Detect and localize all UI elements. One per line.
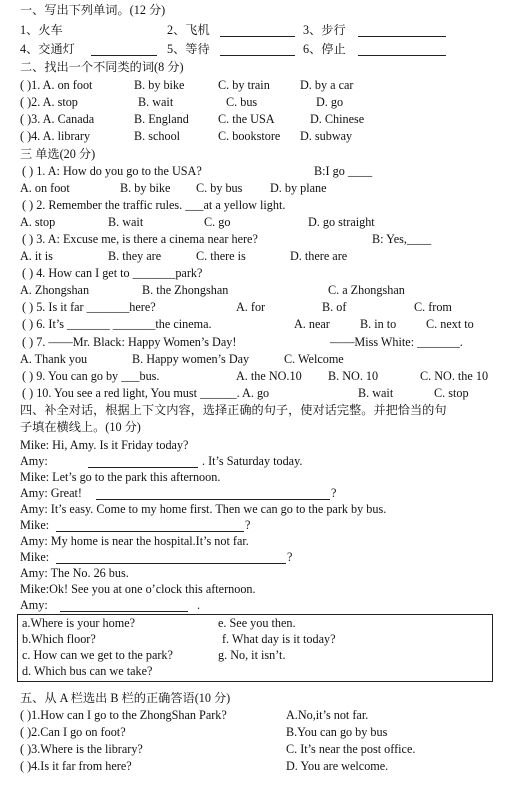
matching-item: ( )4.Is it far from here? D. You are welcome. xyxy=(20,759,389,773)
mc-question: ( ) 10. You see a red light, You must ______. A. go B. wait C. stop xyxy=(22,386,469,400)
answer-blank[interactable] xyxy=(358,24,446,37)
mc-question: ( ) 4. How can I get to _______park? xyxy=(22,266,203,280)
mc-question: ( ) 7. ——Mr. Black: Happy Women’s Day! ——Miss White: _______. xyxy=(22,335,463,349)
matching-item: ( )3.Where is the library? C. It’s near the post office. xyxy=(20,742,416,756)
answer-blank[interactable] xyxy=(56,551,286,564)
option-row: d. Which bus can we take? xyxy=(22,664,153,678)
mc-question: ( ) 2. Remember the traffic rules. ___at a yellow light. xyxy=(22,198,286,212)
dialogue-line: Mike: ? xyxy=(20,518,251,532)
section-5-title: 五、从 A 栏选出 B 栏的正确答语(10 分) xyxy=(20,691,231,705)
dialogue-line: Amy: Great! ? xyxy=(20,486,337,500)
dialogue-line: Amy: It’s easy. Come to my home first. Then we can go to the park by bus. xyxy=(20,502,387,516)
answer-blank[interactable] xyxy=(56,519,244,532)
mc-question: ( ) 1. A: How do you go to the USA? B:I go ____ xyxy=(22,164,373,178)
answer-blank[interactable] xyxy=(91,43,157,56)
mc-question: ( ) 5. Is it far _______here? A. for B. of C. from xyxy=(22,300,452,314)
mc-options: A. on foot B. by bike C. by bus D. by plane xyxy=(20,181,327,195)
answer-blank[interactable] xyxy=(60,599,188,612)
dialogue-line: Mike:Ok! See you at one o’clock this afternoon. xyxy=(20,582,256,596)
option-row: a.Where is your home? e. See you then. xyxy=(22,616,296,630)
answer-blank[interactable] xyxy=(96,487,330,500)
answer-blank[interactable] xyxy=(220,24,295,37)
odd-one-out-item: ( )4. A. library B. school C. bookstore D. subway xyxy=(20,129,353,143)
mc-options: A. Thank you B. Happy women’s Day C. Welcome xyxy=(20,352,344,366)
vocab-row-1: 1、火车 2、飞机 3、步行 xyxy=(0,22,512,39)
option-row: c. How can we get to the park? g. No, it isn’t. xyxy=(22,648,286,662)
mc-question: ( ) 6. It’s _______ _______the cinema. A. near B. in to C. next to xyxy=(22,317,474,331)
dialogue-line: Amy: The No. 26 bus. xyxy=(20,566,129,580)
dialogue-line: Mike: Hi, Amy. Is it Friday today? xyxy=(20,438,189,452)
dialogue-line: Amy: . It’s Saturday today. xyxy=(20,454,303,468)
section-4-title-cont: 子填在横线上。(10 分) xyxy=(20,420,141,434)
odd-one-out-item: ( )2. A. stop B. wait C. bus D. go xyxy=(20,95,344,109)
mc-question: ( ) 9. You can go by ___bus. A. the NO.10 B. NO. 10 C. NO. the 10 xyxy=(22,369,489,383)
dialogue-line: Amy: My home is near the hospital.It’s not far. xyxy=(20,534,249,548)
mc-question: ( ) 3. A: Excuse me, is there a cinema near here? B: Yes,____ xyxy=(22,232,432,246)
answer-blank[interactable] xyxy=(88,455,198,468)
matching-item: ( )2.Can I go on foot? B.You can go by bus xyxy=(20,725,388,739)
option-row: b.Which floor? f. What day is it today? xyxy=(22,632,336,646)
answer-blank[interactable] xyxy=(358,43,446,56)
section-3-title: 三 单选(20 分) xyxy=(20,147,96,161)
matching-item: ( )1.How can I go to the ZhongShan Park? A.No,it’s not far. xyxy=(20,708,369,722)
mc-options: A. it is B. they are C. there is D. there are xyxy=(20,249,348,263)
dialogue-line: Amy: . xyxy=(20,598,201,612)
dialogue-line: Mike: Let’s go to the park this afternoon. xyxy=(20,470,221,484)
section-1-title: 一、写出下列单词。(12 分) xyxy=(20,3,166,17)
section-2-title: 二、找出一个不同类的词(8 分) xyxy=(20,60,184,74)
answer-blank[interactable] xyxy=(220,43,295,56)
vocab-row-2: 4、交通灯 5、等待 6、停止 xyxy=(0,41,512,58)
dialogue-line: Mike: ? xyxy=(20,550,293,564)
mc-options: A. Zhongshan B. the Zhongshan C. a Zhongshan xyxy=(20,283,405,297)
odd-one-out-item: ( )1. A. on foot B. by bike C. by train D. by a car xyxy=(20,78,354,92)
odd-one-out-item: ( )3. A. Canada B. England C. the USA D. Chinese xyxy=(20,112,365,126)
section-4-title: 四、补全对话，根据上下文内容，选择正确的句子，使对话完整。并把恰当的句 xyxy=(20,403,447,417)
mc-options: A. stop B. wait C. go D. go straight xyxy=(20,215,375,229)
